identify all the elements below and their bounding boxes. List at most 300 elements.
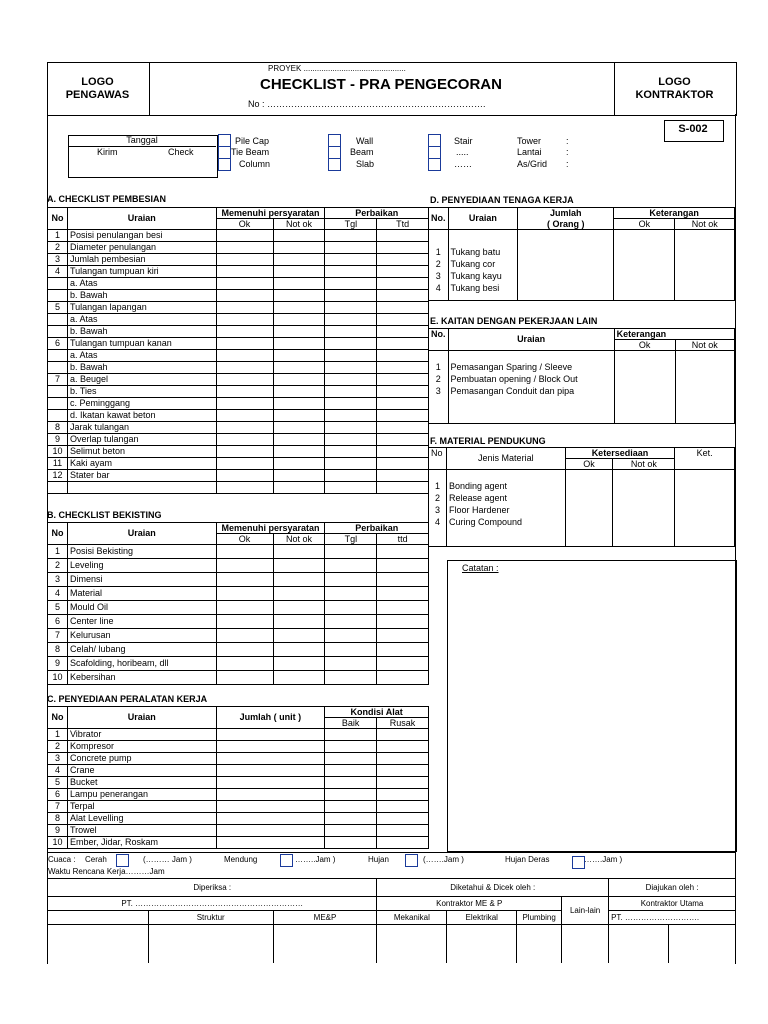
b-row-input-4[interactable] [377, 657, 429, 671]
c-row-input-3[interactable] [377, 789, 429, 801]
a-row-input-3[interactable] [325, 398, 377, 410]
c-row-input-2[interactable] [325, 813, 377, 825]
a-row-input-1[interactable] [216, 422, 273, 434]
c-row-input-3[interactable] [377, 837, 429, 849]
a-h-perbaikan: Perbaikan [325, 208, 429, 219]
pt-left: PT. ……………………………………………………… [48, 897, 377, 911]
b-row-label: Scafolding, horibeam, dll [67, 657, 216, 671]
a-row-label: Tulangan lapangan [67, 302, 216, 314]
b-row-input-4[interactable] [377, 545, 429, 559]
c-row-input-3[interactable] [377, 753, 429, 765]
a-row-input-3[interactable] [325, 314, 377, 326]
a-row-input-2[interactable] [273, 242, 325, 254]
b-row-input-1[interactable] [216, 559, 273, 573]
b-row-no: 8 [48, 643, 68, 657]
a-row-input-3[interactable] [325, 470, 377, 482]
a-row-input-3[interactable] [325, 458, 377, 470]
b-row-input-3[interactable] [325, 671, 377, 685]
a-row-input-2[interactable] [273, 458, 325, 470]
b-row-input-3[interactable] [325, 601, 377, 615]
c-row-input-3[interactable] [377, 813, 429, 825]
a-row-no: 5 [48, 302, 68, 314]
b-row-input-2[interactable] [273, 657, 325, 671]
b-row-input-4[interactable] [377, 587, 429, 601]
a-row-input-2[interactable] [273, 266, 325, 278]
a-row-input-4[interactable] [377, 350, 429, 362]
b-row-input-2[interactable] [273, 587, 325, 601]
a-row-input-4[interactable] [377, 326, 429, 338]
b-h-ttd: ttd [377, 534, 429, 545]
kontraktor-utama-label: Kontraktor Utama [609, 897, 736, 911]
a-row-input-4[interactable] [377, 470, 429, 482]
c-row-input-1[interactable] [216, 741, 325, 753]
beam-label: Beam [350, 147, 374, 157]
c-row-input-2[interactable] [325, 741, 377, 753]
b-row-input-3[interactable] [325, 629, 377, 643]
c-row-label: Kompresor [67, 741, 216, 753]
sign-cell-8[interactable] [609, 925, 669, 964]
b-row-input-3[interactable] [325, 587, 377, 601]
a-row-input-3[interactable] [325, 410, 377, 422]
table-row [48, 801, 429, 813]
a-row-input-1[interactable] [216, 266, 273, 278]
a-row-input-1[interactable] [216, 338, 273, 350]
c-row-input-2[interactable] [325, 837, 377, 849]
c-row-input-1[interactable] [216, 837, 325, 849]
c-row-label: Crane [67, 765, 216, 777]
a-row-input-4[interactable] [377, 314, 429, 326]
a-row-label: b. Bawah [67, 362, 216, 374]
a-row-input-1[interactable] [216, 374, 273, 386]
c-row-input-1[interactable] [216, 789, 325, 801]
a-row-input-4[interactable] [377, 482, 429, 494]
e-notok-cell[interactable] [675, 351, 734, 424]
a-row-input-2[interactable] [273, 230, 325, 242]
logo-kontraktor: LOGO KONTRAKTOR [635, 76, 714, 101]
a-row-input-4[interactable] [377, 230, 429, 242]
table-row [48, 290, 429, 302]
sign-cell-4[interactable] [377, 925, 447, 964]
a-row-input-4[interactable] [377, 398, 429, 410]
b-row-input-2[interactable] [273, 601, 325, 615]
a-row-input-2[interactable] [273, 422, 325, 434]
b-row-input-3[interactable] [325, 559, 377, 573]
a-row-input-2[interactable] [273, 314, 325, 326]
section-c-title: C. PENYEDIAAN PERALATAN KERJA [47, 694, 208, 704]
a-row-input-2[interactable] [273, 434, 325, 446]
table-tenaga-kerja [428, 207, 735, 301]
b-row-label: Posisi Bekisting [67, 545, 216, 559]
a-row-input-3[interactable] [325, 290, 377, 302]
a-row-input-1[interactable] [216, 434, 273, 446]
a-row-input-3[interactable] [325, 446, 377, 458]
a-row-input-1[interactable] [216, 446, 273, 458]
a-row-label: Diameter penulangan [67, 242, 216, 254]
a-row-label: Overlap tulangan [67, 434, 216, 446]
c-row-input-1[interactable] [216, 813, 325, 825]
a-h-ttd: Ttd [377, 219, 429, 230]
a-row-input-3[interactable] [325, 374, 377, 386]
sign-cell-5[interactable] [447, 925, 517, 964]
b-row-input-1[interactable] [216, 657, 273, 671]
a-row-input-3[interactable] [325, 254, 377, 266]
a-row-input-2[interactable] [273, 398, 325, 410]
tanggal-label: Tanggal [126, 135, 158, 145]
a-row-label: Tulangan tumpuan kanan [67, 338, 216, 350]
b-row-input-4[interactable] [377, 573, 429, 587]
f-h-no: No [429, 448, 447, 470]
b-row-label: Dimensi [67, 573, 216, 587]
a-row-input-1[interactable] [216, 326, 273, 338]
table-row [48, 741, 429, 753]
d-h-jumlah: Jumlah [518, 208, 614, 219]
d-ok-cell[interactable] [614, 230, 675, 301]
a-row-input-4[interactable] [377, 266, 429, 278]
a-row-label: Posisi penulangan besi [67, 230, 216, 242]
a-row-input-2[interactable] [273, 362, 325, 374]
c-row-input-2[interactable] [325, 729, 377, 741]
a-row-input-3[interactable] [325, 230, 377, 242]
form-code: S-002 [678, 123, 708, 135]
e-no-cell [429, 351, 449, 424]
a-row-label: c. Peminggang [67, 398, 216, 410]
b-h-uraian: Uraian [67, 523, 216, 545]
a-row-input-2[interactable] [273, 302, 325, 314]
no-field: No : ………………………………………………………………. [248, 99, 486, 109]
tower-label: Tower [517, 136, 542, 146]
catatan-label: Catatan : [462, 563, 499, 573]
a-row-input-2[interactable] [273, 278, 325, 290]
a-row-input-1[interactable] [216, 230, 273, 242]
b-row-input-1[interactable] [216, 601, 273, 615]
c-row-input-1[interactable] [216, 729, 325, 741]
a-row-input-3[interactable] [325, 386, 377, 398]
a-row-input-4[interactable] [377, 242, 429, 254]
c-row-input-1[interactable] [216, 825, 325, 837]
table-row [48, 587, 429, 601]
a-h-tgl: Tgl [325, 219, 377, 230]
b-row-input-1[interactable] [216, 615, 273, 629]
a-row-input-1[interactable] [216, 482, 273, 494]
a-row-input-2[interactable] [273, 326, 325, 338]
d-h-notok: Not ok [675, 219, 735, 230]
slab-checkbox[interactable] [328, 158, 341, 171]
f-jenis-cell [446, 470, 565, 547]
b-row-input-1[interactable] [216, 629, 273, 643]
sign-cell-9[interactable] [669, 925, 736, 964]
b-row-input-2[interactable] [273, 545, 325, 559]
e-ok-cell[interactable] [614, 351, 675, 424]
c-row-input-2[interactable] [325, 765, 377, 777]
d-row-no: 2 [435, 258, 441, 269]
section-b-title: B. CHECKLIST BEKISTING [47, 510, 162, 520]
a-row-input-3[interactable] [325, 242, 377, 254]
f-h-ketersediaan: Ketersediaan [565, 448, 675, 459]
a-row-input-2[interactable] [273, 338, 325, 350]
a-row-input-4[interactable] [377, 386, 429, 398]
a-row-input-4[interactable] [377, 410, 429, 422]
a-row-input-4[interactable] [377, 446, 429, 458]
f-row-no: 4 [434, 517, 440, 527]
b-row-label: Leveling [67, 559, 216, 573]
sign-cell-6[interactable] [517, 925, 562, 964]
hujan-checkbox[interactable] [405, 854, 418, 867]
a-row-input-1[interactable] [216, 410, 273, 422]
c-row-input-3[interactable] [377, 777, 429, 789]
table-row [48, 362, 429, 374]
sign-cell-2[interactable] [148, 925, 273, 964]
table-row [48, 789, 429, 801]
c-row-no: 3 [48, 753, 68, 765]
a-row-label: b. Ties [67, 386, 216, 398]
section-a-title: A. CHECKLIST PEMBESIAN [47, 194, 167, 204]
a-row-no: 12 [48, 470, 68, 482]
a-row-no [48, 278, 68, 290]
a-row-label: b. Bawah [67, 326, 216, 338]
column-label: Column [239, 159, 271, 169]
b-row-input-1[interactable] [216, 573, 273, 587]
f-notok-cell[interactable] [613, 470, 675, 547]
b-row-input-2[interactable] [273, 559, 325, 573]
kirim-label: Kirim [97, 147, 118, 157]
c-row-input-2[interactable] [325, 753, 377, 765]
b-h-no: No [48, 523, 68, 545]
b-h-memenuhi: Memenuhi persyaratan [216, 523, 325, 534]
table-row [48, 266, 429, 278]
a-row-input-3[interactable] [325, 482, 377, 494]
a-row-input-2[interactable] [273, 254, 325, 266]
a-h-memenuhi: Memenuhi persyaratan [216, 208, 325, 219]
a-row-input-3[interactable] [325, 338, 377, 350]
c-row-input-3[interactable] [377, 765, 429, 777]
cerah-label: Cerah [85, 855, 107, 864]
c-row-input-3[interactable] [377, 741, 429, 753]
a-h-no: No [48, 208, 68, 230]
b-row-input-4[interactable] [377, 643, 429, 657]
sign-cell-7[interactable] [562, 925, 609, 964]
e-h-keterangan: Keterangan [614, 329, 734, 340]
a-row-input-4[interactable] [377, 362, 429, 374]
b-row-input-2[interactable] [273, 615, 325, 629]
b-row-label: Kebersihan [67, 671, 216, 685]
table-row [48, 470, 429, 482]
c-row-input-1[interactable] [216, 753, 325, 765]
a-row-no [48, 362, 68, 374]
f-row-label: Floor Hardener [448, 505, 510, 515]
table-row [48, 482, 429, 494]
a-row-label: Jarak tulangan [67, 422, 216, 434]
a-row-input-1[interactable] [216, 398, 273, 410]
a-h-ok: Ok [216, 219, 273, 230]
a-row-input-4[interactable] [377, 422, 429, 434]
a-row-input-3[interactable] [325, 350, 377, 362]
a-row-input-2[interactable] [273, 350, 325, 362]
table-row [48, 573, 429, 587]
slab-label: Slab [356, 159, 375, 169]
a-h-notok: Not ok [273, 219, 325, 230]
b-row-input-1[interactable] [216, 643, 273, 657]
b-row-no: 5 [48, 601, 68, 615]
a-row-input-4[interactable] [377, 254, 429, 266]
e-row-label: Pemasangan Sparing / Sleeve [450, 362, 573, 372]
a-row-input-4[interactable] [377, 278, 429, 290]
a-row-input-2[interactable] [273, 482, 325, 494]
b-row-input-3[interactable] [325, 657, 377, 671]
a-row-input-1[interactable] [216, 458, 273, 470]
a-row-input-1[interactable] [216, 278, 273, 290]
a-row-input-2[interactable] [273, 470, 325, 482]
b-row-input-3[interactable] [325, 643, 377, 657]
c-row-input-2[interactable] [325, 789, 377, 801]
section-f-title: F. MATERIAL PENDUKUNG [430, 436, 546, 446]
a-row-no [48, 350, 68, 362]
a-row-input-3[interactable] [325, 266, 377, 278]
table-row [48, 777, 429, 789]
c-row-input-1[interactable] [216, 801, 325, 813]
b-row-input-4[interactable] [377, 601, 429, 615]
a-row-input-1[interactable] [216, 314, 273, 326]
f-ok-cell[interactable] [565, 470, 613, 547]
b-row-input-4[interactable] [377, 671, 429, 685]
a-row-input-4[interactable] [377, 434, 429, 446]
b-row-input-2[interactable] [273, 671, 325, 685]
c-row-no: 5 [48, 777, 68, 789]
a-row-input-1[interactable] [216, 386, 273, 398]
e-h-uraian: Uraian [448, 329, 614, 351]
d-row-no: 3 [435, 270, 441, 281]
b-row-input-2[interactable] [273, 629, 325, 643]
f-ket-cell[interactable] [675, 470, 735, 547]
d-jumlah-cell[interactable] [518, 230, 614, 301]
b-row-input-1[interactable] [216, 545, 273, 559]
c-row-label: Concrete pump [67, 753, 216, 765]
sign-cell-1[interactable] [48, 925, 149, 964]
table-row [48, 314, 429, 326]
sign-cell-3[interactable] [273, 925, 377, 964]
b-row-no: 7 [48, 629, 68, 643]
table-pembesian [47, 207, 429, 494]
b-row-no: 1 [48, 545, 68, 559]
b-row-no: 4 [48, 587, 68, 601]
hujan-label: Hujan [368, 855, 389, 864]
c-h-baik: Baik [325, 718, 377, 729]
e-row-no: 2 [435, 374, 441, 384]
check-label: Check [168, 147, 194, 157]
a-row-input-1[interactable] [216, 470, 273, 482]
a-row-input-3[interactable] [325, 434, 377, 446]
proyek-label: PROYEK .............................................. [268, 64, 406, 73]
c-row-input-2[interactable] [325, 777, 377, 789]
catatan-box[interactable] [447, 560, 737, 852]
a-row-input-2[interactable] [273, 386, 325, 398]
b-row-input-4[interactable] [377, 615, 429, 629]
c-row-label: Bucket [67, 777, 216, 789]
a-row-label [67, 482, 216, 494]
a-row-input-3[interactable] [325, 302, 377, 314]
b-row-input-3[interactable] [325, 573, 377, 587]
a-row-input-2[interactable] [273, 290, 325, 302]
mendung-checkbox[interactable] [280, 854, 293, 867]
d-h-orang: ( Orang ) [518, 219, 614, 230]
c-row-input-2[interactable] [325, 801, 377, 813]
d-no-cell [429, 230, 449, 301]
a-row-input-1[interactable] [216, 254, 273, 266]
c-h-jumlah: Jumlah ( unit ) [216, 707, 325, 729]
a-row-input-4[interactable] [377, 374, 429, 386]
a-row-input-3[interactable] [325, 278, 377, 290]
b-row-input-1[interactable] [216, 671, 273, 685]
b-row-input-2[interactable] [273, 643, 325, 657]
a-row-input-1[interactable] [216, 362, 273, 374]
table-row [48, 434, 429, 446]
a-row-label: Stater bar [67, 470, 216, 482]
b-row-input-4[interactable] [377, 629, 429, 643]
wall-label: Wall [356, 136, 374, 146]
a-row-no: 1 [48, 230, 68, 242]
pile-cap-label: Pile Cap [235, 136, 270, 146]
b-row-input-3[interactable] [325, 545, 377, 559]
c-row-no: 8 [48, 813, 68, 825]
b-row-input-3[interactable] [325, 615, 377, 629]
b-row-input-4[interactable] [377, 559, 429, 573]
a-row-input-2[interactable] [273, 410, 325, 422]
pt-right: PT. ………………………. [609, 911, 736, 925]
other-label-2: …… [454, 159, 472, 169]
a-row-label: a. Atas [67, 278, 216, 290]
a-row-input-3[interactable] [325, 362, 377, 374]
c-row-input-3[interactable] [377, 729, 429, 741]
b-row-label: Kelurusan [67, 629, 216, 643]
a-row-input-2[interactable] [273, 446, 325, 458]
c-row-input-1[interactable] [216, 777, 325, 789]
e-row-label: Pemasangan Conduit dan pipa [450, 386, 575, 396]
diperiksa-label: Diperiksa : [48, 879, 377, 897]
c-row-label: Vibrator [67, 729, 216, 741]
c-row-input-1[interactable] [216, 765, 325, 777]
a-row-input-2[interactable] [273, 374, 325, 386]
c-row-input-2[interactable] [325, 825, 377, 837]
e-h-notok: Not ok [675, 340, 734, 351]
d-notok-cell[interactable] [675, 230, 735, 301]
d-row-label: Tukang besi [450, 282, 500, 293]
a-row-input-1[interactable] [216, 350, 273, 362]
c-h-rusak: Rusak [377, 718, 429, 729]
a-row-input-4[interactable] [377, 458, 429, 470]
b-row-input-2[interactable] [273, 573, 325, 587]
table-row [48, 386, 429, 398]
table-row [48, 559, 429, 573]
b-row-input-1[interactable] [216, 587, 273, 601]
a-row-label: a. Atas [67, 314, 216, 326]
other-checkbox-2[interactable] [428, 158, 441, 171]
a-row-input-3[interactable] [325, 422, 377, 434]
a-row-input-1[interactable] [216, 302, 273, 314]
a-row-label: b. Bawah [67, 290, 216, 302]
a-row-input-1[interactable] [216, 242, 273, 254]
a-row-input-4[interactable] [377, 302, 429, 314]
a-row-input-4[interactable] [377, 290, 429, 302]
colon-3: : [566, 159, 569, 169]
a-row-input-3[interactable] [325, 326, 377, 338]
c-row-input-3[interactable] [377, 825, 429, 837]
b-row-no: 6 [48, 615, 68, 629]
f-row-no: 2 [434, 493, 440, 503]
a-row-input-1[interactable] [216, 290, 273, 302]
c-row-input-3[interactable] [377, 801, 429, 813]
column-checkbox[interactable] [218, 158, 231, 171]
section-d-title: D. PENYEDIAAN TENAGA KERJA [430, 195, 574, 205]
a-row-input-4[interactable] [377, 338, 429, 350]
